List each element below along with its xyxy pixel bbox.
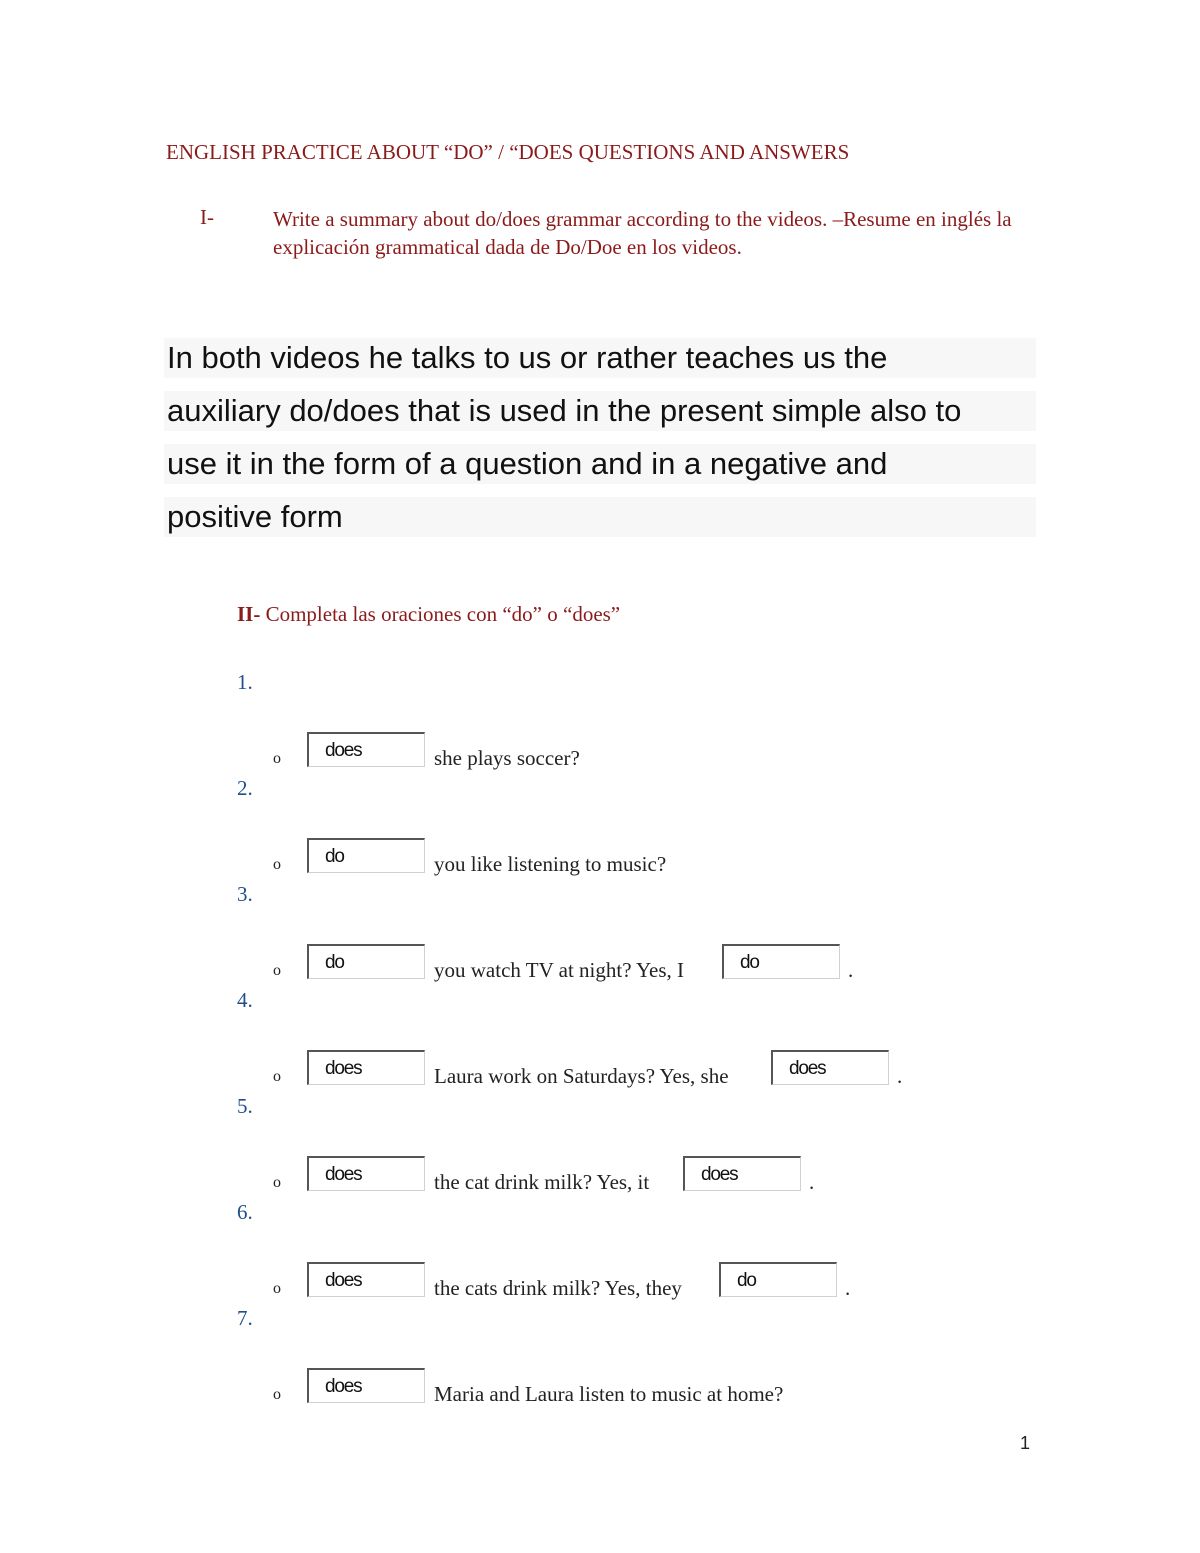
bullet-marker: o xyxy=(273,1174,281,1191)
answer-field[interactable] xyxy=(307,1262,425,1297)
bullet-marker: o xyxy=(273,1280,281,1297)
section-1-number: I- xyxy=(200,205,214,229)
answer-field[interactable] xyxy=(307,1050,425,1085)
answer-line-1: In both videos he talks to us or rather teaches us the xyxy=(164,338,1036,378)
sentence-text: you like listening to music? xyxy=(434,852,667,876)
item-number: 4. xyxy=(237,988,253,1012)
short-answer-field[interactable] xyxy=(683,1156,801,1191)
document-title: ENGLISH PRACTICE ABOUT “DO” / “DOES QUESTIONS AND ANSWERS xyxy=(166,140,850,164)
bullet-marker: o xyxy=(273,1068,281,1085)
sentence-text: the cats drink milk? Yes, they xyxy=(434,1276,682,1300)
bullet-marker: o xyxy=(273,1386,281,1403)
answer-field[interactable] xyxy=(307,944,425,979)
answer-line-3: use it in the form of a question and in a negative and xyxy=(164,444,1036,484)
short-answer-field[interactable] xyxy=(722,944,840,979)
bullet-marker: o xyxy=(273,750,281,767)
sentence-end: . xyxy=(897,1064,903,1088)
bullet-marker: o xyxy=(273,856,281,873)
answer-field[interactable] xyxy=(307,1368,425,1403)
answer-line-4: positive form xyxy=(164,497,1036,537)
short-answer-field[interactable] xyxy=(771,1050,889,1085)
answer-field[interactable] xyxy=(307,1156,425,1191)
item-number: 7. xyxy=(237,1306,253,1330)
sentence-end: . xyxy=(848,958,854,982)
sentence-end: . xyxy=(809,1170,815,1194)
sentence-text: the cat drink milk? Yes, it xyxy=(434,1170,650,1194)
item-number: 6. xyxy=(237,1200,253,1224)
item-number: 2. xyxy=(237,776,253,800)
section-1-instruction: Write a summary about do/does grammar according to the videos. –Resume en inglés la explicación grammatical dada de Do/Doe en los videos. xyxy=(273,207,1012,259)
sentence-text: Laura work on Saturdays? Yes, she xyxy=(434,1064,729,1088)
answer-field[interactable] xyxy=(307,732,425,767)
bullet-marker: o xyxy=(273,962,281,979)
sentence-text: you watch TV at night? Yes, I xyxy=(434,958,685,982)
page-number: 1 xyxy=(1020,1433,1031,1453)
item-number: 5. xyxy=(237,1094,253,1118)
section-2-heading xyxy=(237,602,620,627)
sentence-text: Maria and Laura listen to music at home? xyxy=(434,1382,784,1406)
short-answer-field[interactable] xyxy=(719,1262,837,1297)
sentence-end: . xyxy=(845,1276,851,1300)
item-number: 1. xyxy=(237,670,253,694)
answer-field[interactable] xyxy=(307,838,425,873)
item-number: 3. xyxy=(237,882,253,906)
section-2-number: II- xyxy=(237,602,261,626)
answer-line-2: auxiliary do/does that is used in the present simple also to xyxy=(164,391,1036,431)
section-2-instruction: Completa las oraciones con “do” o “does” xyxy=(260,602,621,626)
sentence-text: she plays soccer? xyxy=(434,746,580,770)
